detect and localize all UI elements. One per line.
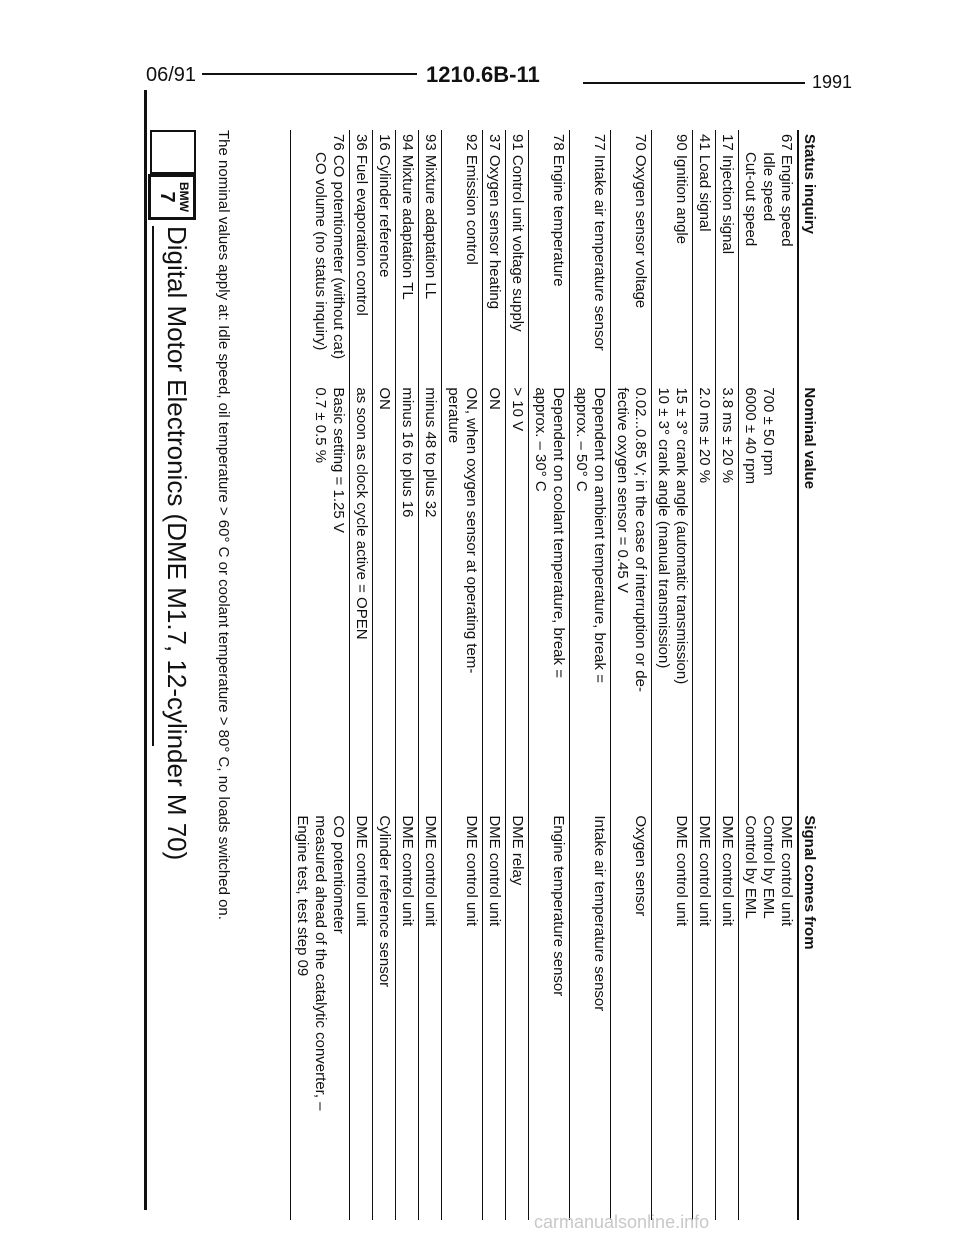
table-row [739, 130, 799, 1220]
cell-nominal-value [529, 383, 570, 811]
cell-signal-source [291, 811, 350, 1220]
table-row [350, 130, 373, 1220]
cell-status-inquiry-line: 67 Engine speed [778, 134, 795, 247]
cell-signal-source-line: DME control unit [353, 815, 370, 927]
header-year: 1991 [812, 72, 853, 92]
cell-signal-source-line: CO potentiometer [330, 815, 347, 934]
table-row [291, 130, 350, 1220]
cell-status-inquiry-line: 36 Fuel evaporation control [353, 134, 370, 316]
cell-signal-source [570, 811, 611, 1220]
table-row [373, 130, 396, 1220]
page-title: Digital Motor Electronics (DME M1.7, 12-cylinder M 70) [162, 226, 192, 861]
title-row [140, 130, 200, 1220]
cell-signal-source-line: DME control unit [719, 815, 736, 927]
cell-status-inquiry [693, 130, 716, 383]
header-rule-right [583, 82, 805, 84]
cell-signal-source [652, 811, 693, 1220]
cell-status-inquiry-line: 91 Control unit voltage supply [509, 134, 526, 332]
cell-status-inquiry [396, 130, 419, 383]
cell-status-inquiry-line: Cut-out speed [742, 152, 759, 247]
cell-signal-source [442, 811, 483, 1220]
cell-signal-source [483, 811, 506, 1220]
cell-nominal-value-line: approx. – 30° C [532, 387, 549, 492]
table-row [419, 130, 442, 1220]
cell-spacer [777, 387, 795, 807]
cell-nominal-value-line: ON, when oxygen sensor at operating tem- [463, 387, 480, 674]
header-rule-left [202, 73, 417, 75]
cell-nominal-value [611, 383, 652, 811]
cell-signal-source [529, 811, 570, 1220]
cell-signal-source [506, 811, 529, 1220]
cell-status-inquiry-line: 41 Load signal [696, 134, 713, 232]
logo-series: 7 [156, 191, 178, 203]
cell-nominal-value-line: 3.8 ms ± 20 % [719, 387, 736, 484]
logo-brand: BMW [177, 182, 191, 212]
cell-nominal-value [373, 383, 396, 811]
header-nominal-value: Nominal value [798, 383, 820, 811]
cell-signal-source-line: DME relay [509, 815, 526, 886]
cell-nominal-value [716, 383, 739, 811]
cell-nominal-value-line: 6000 ± 40 rpm [742, 387, 759, 484]
cell-nominal-value-line: 0.7 ± 0.5 % [312, 387, 329, 464]
table-row [716, 130, 739, 1220]
cell-nominal-value [350, 383, 373, 811]
cell-status-inquiry-line: 70 Oxygen sensor voltage [632, 134, 649, 309]
cell-status-inquiry [350, 130, 373, 383]
cell-status-inquiry [506, 130, 529, 383]
cell-status-inquiry-line: 16 Cylinder reference [376, 134, 393, 278]
cell-nominal-value-line: > 10 V [509, 387, 526, 432]
header-status-inquiry: Status inquiry [798, 130, 820, 383]
cell-nominal-value-line: approx. – 50° C [573, 387, 590, 492]
cell-signal-source-line: Engine temperature sensor [550, 815, 567, 997]
cell-signal-source [693, 811, 716, 1220]
cell-status-inquiry-line: 37 Oxygen sensor heating [486, 134, 503, 310]
cell-nominal-value [570, 383, 611, 811]
table-header-row [798, 130, 820, 1220]
cell-signal-source [396, 811, 419, 1220]
cell-status-inquiry-line: 76 CO potentiometer (without cat) [330, 134, 347, 360]
bmw-series-logo [148, 174, 196, 220]
cell-status-inquiry [291, 130, 350, 383]
table-row [652, 130, 693, 1220]
cell-status-inquiry [611, 130, 652, 383]
cell-signal-source-line: DME control unit [399, 815, 416, 927]
cell-signal-source [716, 811, 739, 1220]
cell-nominal-value [739, 383, 799, 811]
header-date: 06/91 [146, 64, 197, 86]
header-signal-source: Signal comes from [798, 811, 820, 1220]
title-underline [152, 226, 154, 746]
cell-nominal-value-line: minus 16 to plus 16 [399, 387, 416, 518]
cell-signal-source-line: Control by EML [760, 815, 777, 919]
cell-nominal-value [483, 383, 506, 811]
table-row [396, 130, 419, 1220]
cell-nominal-value-line: 15 ± 3° crank angle (automatic transmission) [673, 387, 690, 685]
cell-nominal-value-line: as soon as clock cycle active = OPEN [353, 387, 370, 640]
cell-nominal-value-line: ON [376, 387, 393, 410]
cell-nominal-value-line: perature [445, 387, 462, 444]
cell-nominal-value-line: 2.0 ms ± 20 % [696, 387, 713, 484]
intro-text: The nominal values apply at: Idle speed, oil temperature > 60° C or coolant temperature > 80° C, no loads switched on. [215, 130, 232, 920]
cell-nominal-value-line: 700 ± 50 rpm [760, 387, 777, 476]
cell-signal-source [419, 811, 442, 1220]
cell-signal-source [611, 811, 652, 1220]
cell-signal-source-line: DME control unit [422, 815, 439, 927]
cell-status-inquiry [483, 130, 506, 383]
cell-signal-source-line: DME control unit [778, 815, 795, 927]
table-row [693, 130, 716, 1220]
cell-nominal-value-line: Dependent on ambient temperature, break = [591, 387, 608, 683]
cell-status-inquiry-line: Idle speed [760, 152, 777, 222]
cell-nominal-value-line: Basic setting = 1.25 V [330, 387, 347, 533]
cell-nominal-value-line: minus 48 to plus 32 [422, 387, 439, 518]
cell-status-inquiry [442, 130, 483, 383]
cell-signal-source-line: Control by EML [742, 815, 759, 919]
table-body [291, 130, 799, 1220]
cell-status-inquiry [570, 130, 611, 383]
cell-status-inquiry [373, 130, 396, 383]
header-code: 1210.6B-11 [426, 62, 540, 87]
cell-status-inquiry-line: 17 Injection signal [719, 134, 736, 255]
cell-signal-source-line: DME control unit [673, 815, 690, 927]
table-row [442, 130, 483, 1220]
cell-nominal-value [419, 383, 442, 811]
cell-status-inquiry [716, 130, 739, 383]
cell-signal-source-line: Oxygen sensor [632, 815, 649, 917]
cell-nominal-value-line: 10 ± 3° crank angle (manual transmission) [655, 387, 672, 669]
table-row [611, 130, 652, 1220]
cell-status-inquiry-line: 94 Mixture adaptation TL [399, 134, 416, 300]
cell-status-inquiry-line: CO volume (no status inquiry) [312, 152, 329, 351]
table-row [570, 130, 611, 1220]
cell-nominal-value-line: ON [486, 387, 503, 410]
cell-status-inquiry-line: 92 Emission control [463, 134, 480, 265]
cell-status-inquiry-line: 93 Mixture adaptation LL [422, 134, 439, 300]
cell-signal-source-line: DME control unit [463, 815, 480, 927]
cell-signal-source [350, 811, 373, 1220]
table-row [506, 130, 529, 1220]
cell-nominal-value [506, 383, 529, 811]
cell-signal-source-line: Intake air temperature sensor [591, 815, 608, 1012]
blank-box [150, 130, 196, 174]
table-row [483, 130, 506, 1220]
cell-nominal-value-line: fective oxygen sensor = 0.45 V [614, 387, 631, 593]
cell-status-inquiry [739, 130, 799, 383]
cell-signal-source-line: Engine test, test step 09 [294, 815, 311, 977]
cell-nominal-value-line: 0.02...0.85 V; in the case of interruption or de- [632, 387, 649, 692]
cell-status-inquiry [529, 130, 570, 383]
cell-signal-source-line: DME control unit [696, 815, 713, 927]
cell-status-inquiry-line: 90 Ignition angle [673, 134, 690, 245]
cell-nominal-value-line: Dependent on coolant temperature, break = [550, 387, 567, 678]
cell-nominal-value [291, 383, 350, 811]
cell-signal-source-line: Cylinder reference sensor [376, 815, 393, 988]
cell-status-inquiry-line: 77 Intake air temperature sensor [591, 134, 608, 351]
watermark: carmanualsonline.info [534, 1212, 710, 1232]
cell-signal-source [739, 811, 799, 1220]
table-row [529, 130, 570, 1220]
cell-nominal-value [693, 383, 716, 811]
cell-nominal-value [396, 383, 419, 811]
cell-status-inquiry-line: 78 Engine temperature [550, 134, 567, 287]
cell-signal-source-line: DME control unit [486, 815, 503, 927]
cell-nominal-value [442, 383, 483, 811]
cell-status-inquiry [652, 130, 693, 383]
cell-signal-source-line: measured ahead of the catalytic converter, – [312, 815, 329, 1111]
rotated-document [100, 130, 840, 1220]
status-table [290, 130, 820, 1220]
cell-status-inquiry [419, 130, 442, 383]
cell-nominal-value [652, 383, 693, 811]
cell-signal-source [373, 811, 396, 1220]
page-header [140, 60, 853, 100]
